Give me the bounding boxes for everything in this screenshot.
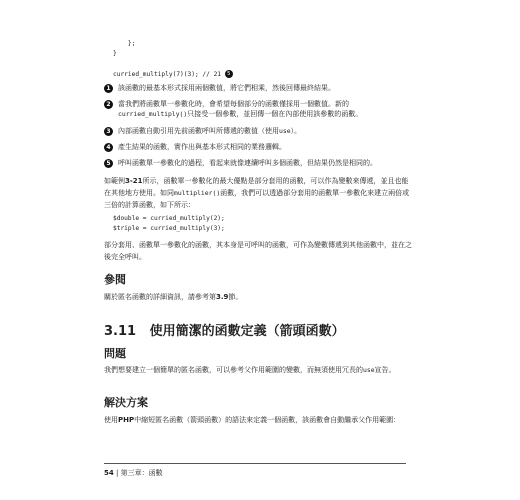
code-line: } (113, 50, 117, 57)
callout-note-2 (104, 99, 414, 119)
callout-text: 當我們將函數單一參數化時，會希望每個部分的函數僅採用一個數值。新的 (118, 100, 349, 108)
problem-text (104, 364, 414, 376)
inline-code: use (363, 366, 375, 374)
code-line: $double = curried_multiply(2); (113, 215, 225, 222)
text: 如範例 (104, 177, 125, 185)
section-title-text: 使用簡潔的函數定義（箭頭函數） (149, 324, 345, 339)
footer-divider (104, 463, 406, 464)
separator: | (115, 469, 119, 477)
callout-note-1 (104, 83, 414, 93)
solution-heading: 解決方案 (104, 396, 148, 409)
inline-code: use (279, 127, 291, 135)
code-line: }; (113, 40, 136, 47)
text: 所示，函數單一參數化的最大優點是部分套用的函數，可以作為變數來傳遞，並且也能在其他地方使用。如同 (104, 177, 409, 197)
callout-number: 1 (104, 84, 113, 93)
example-ref: 3-21 (125, 177, 143, 185)
text: 使用 (104, 416, 118, 424)
callout-text: 該函數的最基本形式採用兩個數值，將它們相乘，然後回傳最終結果。 (118, 84, 335, 92)
solution-text (104, 414, 414, 426)
code-text: curried_multiply(7)(3); // 21 (113, 71, 222, 78)
problem-heading: 問題 (104, 347, 126, 360)
text: 我們想要建立一個簡單的匿名函數，可以參考父作用範圍的變數，而無須使用冗長的 (104, 366, 363, 374)
section-title (104, 320, 345, 339)
text: 中縮短匿名函數（箭頭函數）的語法來定義一個函數，該函數會自動繼承父作用範圍： (134, 416, 401, 424)
page-number: 54 (104, 469, 114, 477)
callout-note-5 (104, 158, 414, 168)
php-term: PHP (118, 416, 135, 424)
callout-number: 2 (104, 100, 113, 109)
callout-text: 呼叫函數單一參數化的過程，看起來就像連續呼叫多個函數，但結果仍然是相同的。 (118, 159, 377, 167)
see-also-heading: 參閱 (104, 273, 126, 286)
section-ref: 3.9 (216, 293, 229, 301)
inline-code: multiplier() (174, 189, 221, 197)
code-line: $triple = curried_multiply(3); (113, 225, 225, 232)
callout-text: ）。 (290, 127, 302, 135)
paragraph-currying (104, 175, 414, 211)
callout-note-3 (104, 126, 414, 136)
text: 宣告。 (374, 366, 396, 374)
code-line-call (113, 70, 233, 78)
callout-text: 內部函數自動引用先前函數呼叫所傳遞的數值（使用 (118, 127, 279, 135)
inline-code: curried_multiply() (118, 110, 188, 118)
see-also-text (104, 291, 414, 303)
paragraph-partial: 部分套用、函數單一參數化的函數，其本身是可呼叫的函數，可作為變數傳遞到其他函數中，並在之後完全呼叫。 (104, 241, 412, 261)
callout-number: 5 (104, 159, 113, 168)
callout-text: 只接受一個參數，並回傳一個在內部使用該參數的函數。 (187, 110, 363, 118)
callout-number: 4 (104, 143, 113, 152)
callout-number: 3 (104, 127, 113, 136)
chapter-label: 第三章：函數 (120, 469, 163, 477)
callout-note-4 (104, 142, 414, 152)
callout-marker: 5 (225, 70, 233, 78)
text: 節。 (228, 293, 243, 301)
section-number: 3.11 (104, 324, 137, 339)
page-footer (104, 468, 163, 478)
callout-text: 產生結果的函數，實作出與基本形式相同的業務邏輯。 (118, 143, 286, 151)
text: 關於匿名函數的詳細資訊，請參考第 (104, 293, 216, 301)
text: 函數，我們可以透過部分套用的函數單一參數化來建立兩倍或三倍的計算函數，如下所示： (104, 189, 410, 209)
